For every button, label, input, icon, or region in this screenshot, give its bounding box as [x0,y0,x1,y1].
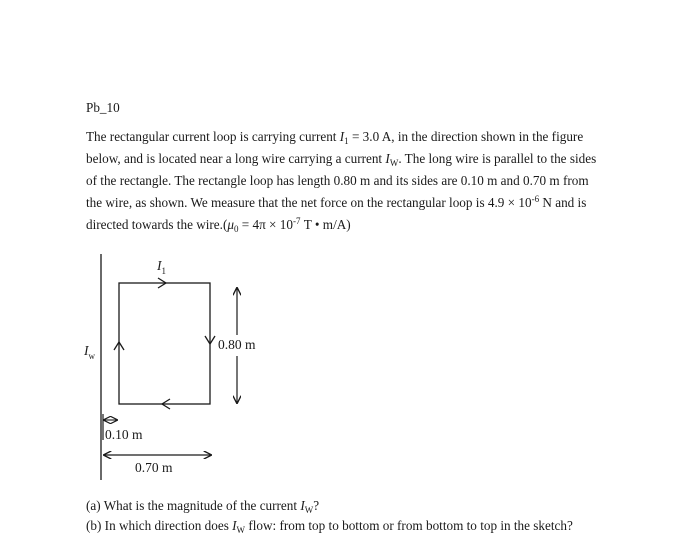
text-segment: . The long wire is parallel to the sides [398,151,597,166]
wire-current-label [83,343,96,361]
text-segment: The rectangular current loop is carrying current [86,129,340,144]
question-b [86,516,573,535]
length-label: 0.80 m [218,337,256,352]
wire-current-subscript: W [304,505,314,515]
wire-current-subscript: W [236,525,246,535]
text-segment: ? [313,498,320,513]
problem-label: Pb_10 [86,100,120,115]
far-distance-label: 0.70 m [135,460,173,475]
current-symbol: I [339,129,345,144]
text-segment: = 3.0 A, in the direction shown in the figure [348,129,584,144]
mu-subscript: 0 [233,224,239,234]
wire-current-symbol: I [385,151,390,166]
text-segment: below, and is located near a long wire carrying a current [86,151,386,166]
wire-current-symbol: I [300,498,305,513]
text-segment: flow: from top to bottom or from bottom to top in the sketch? [245,518,573,533]
text-segment: (a) What is the magnitude of the current [86,498,301,513]
rectangular-loop [119,283,210,404]
text-segment: N and is [539,195,587,210]
loop-current-subscript: 1 [161,266,166,276]
text-segment: T • m/A) [300,217,351,232]
near-distance-label: 0.10 m [105,427,143,442]
loop-current-label [156,258,166,276]
problem-text-line-3: of the rectangle. The rectangle loop has length 0.80 m and its sides are 0.10 m and 0.70 m from [86,173,589,188]
exponent: -7 [292,216,301,226]
text-segment: the wire, as shown. We measure that the net force on the rectangular loop is 4.9 × 10 [86,195,532,210]
wire-current-symbol: I [84,343,89,358]
current-subscript: 1 [344,136,349,146]
mu-symbol: μ [227,217,234,232]
exponent: -6 [531,194,540,204]
wire-current-symbol: I [232,518,237,533]
text-segment: (b) In which direction does [86,518,233,533]
text-segment: = 4π × 10 [238,217,293,232]
text-segment: directed towards the wire.( [86,217,228,232]
loop-current-symbol: I [157,258,162,273]
question-a [86,496,319,515]
wire-current-subscript: W [389,158,399,168]
wire-current-subscript: w [88,351,95,361]
